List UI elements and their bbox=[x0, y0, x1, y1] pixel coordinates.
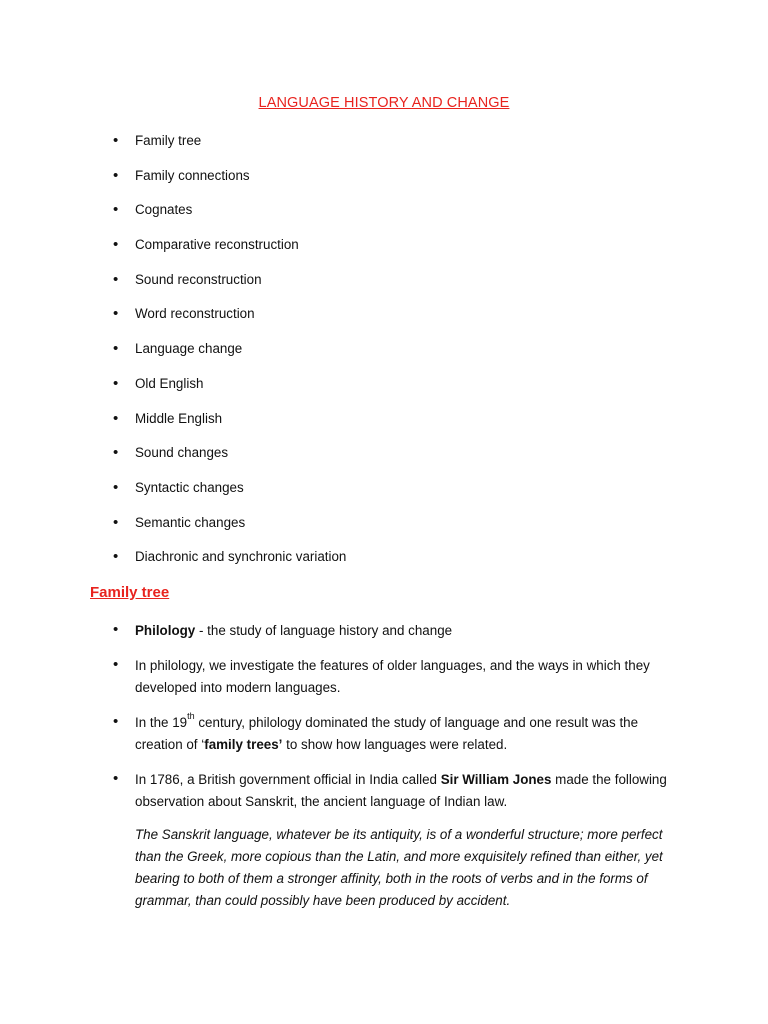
detail-text bbox=[135, 712, 675, 757]
bullet-icon: • bbox=[113, 409, 119, 427]
topic-label: Family connections bbox=[135, 167, 250, 183]
detail-list bbox=[0, 620, 768, 814]
bullet-icon: • bbox=[113, 166, 119, 184]
topic-item bbox=[0, 547, 768, 582]
bullet-icon: • bbox=[113, 132, 119, 149]
topic-label: Syntactic changes bbox=[135, 479, 244, 495]
topic-label: Diachronic and synchronic variation bbox=[135, 549, 347, 565]
bullet-icon: • bbox=[113, 201, 119, 219]
bullet-icon: • bbox=[113, 270, 119, 288]
bullet-icon: • bbox=[113, 548, 119, 566]
topic-label: Middle English bbox=[135, 410, 223, 426]
topic-label: Sound changes bbox=[135, 445, 229, 461]
topic-item bbox=[0, 443, 768, 478]
detail-text bbox=[135, 620, 675, 643]
topic-label: Semantic changes bbox=[135, 514, 246, 530]
bullet-icon: • bbox=[113, 712, 119, 730]
topic-item bbox=[0, 339, 768, 374]
topic-label: Family tree bbox=[135, 133, 202, 148]
topic-item bbox=[0, 235, 768, 270]
text-fragment: made the following observation about Sanskrit, the ancient language of Indian law. bbox=[135, 771, 667, 809]
bullet-icon: • bbox=[113, 340, 119, 358]
detail-item-investigation bbox=[0, 655, 768, 700]
bullet-icon: • bbox=[113, 769, 119, 787]
document-title: LANGUAGE HISTORY AND CHANGE bbox=[258, 95, 510, 111]
ordinal-superscript: th bbox=[187, 711, 195, 722]
william-jones-name: Sir William Jones bbox=[440, 771, 552, 787]
text-fragment: In 1786, a British government official in India called bbox=[135, 771, 441, 787]
section-heading-family-tree: Family tree bbox=[90, 584, 170, 601]
sanskrit-quote: The Sanskrit language, whatever be its antiquity, is of a wonderful structure; more perfect than the Greek, more copious than the Latin, and more exquisitely refined than either, yet bearing to both of them a stronger affinity, both in the roots of verbs and in the forms of grammar, than could possibly have been produced by accident. bbox=[135, 827, 663, 908]
philology-term: Philology bbox=[135, 623, 196, 638]
topic-item bbox=[0, 200, 768, 235]
bullet-icon: • bbox=[113, 374, 119, 392]
topic-label: Word reconstruction bbox=[135, 306, 255, 322]
topic-item bbox=[0, 513, 768, 548]
topic-label: Language change bbox=[135, 341, 243, 357]
bullet-icon: • bbox=[113, 621, 119, 638]
detail-text bbox=[135, 769, 675, 814]
topic-item bbox=[0, 131, 768, 166]
text-fragment: to show how languages were related. bbox=[282, 737, 508, 752]
topic-item bbox=[0, 374, 768, 409]
detail-item-william-jones bbox=[0, 769, 768, 814]
bullet-icon: • bbox=[113, 236, 119, 254]
bullet-icon: • bbox=[113, 655, 119, 673]
topic-item bbox=[0, 270, 768, 305]
detail-item-family-trees bbox=[0, 712, 768, 757]
topic-item bbox=[0, 478, 768, 513]
text-fragment: In the 19 bbox=[135, 714, 188, 730]
bullet-icon: • bbox=[113, 513, 119, 531]
detail-text: In philology, we investigate the features of older languages, and the ways in which they developed into modern languages. bbox=[135, 657, 650, 695]
bullet-icon: • bbox=[113, 444, 119, 462]
detail-item-philology bbox=[0, 620, 768, 643]
topic-item bbox=[0, 409, 768, 444]
bullet-icon: • bbox=[113, 478, 119, 496]
text-fragment: century, philology dominated the study of language and one result was the creation of ‘ bbox=[135, 714, 639, 752]
bullet-icon: • bbox=[113, 305, 119, 323]
topic-item bbox=[0, 304, 768, 339]
topic-label: Cognates bbox=[135, 202, 193, 218]
philology-definition: - the study of language history and change bbox=[195, 623, 453, 638]
topic-label: Old English bbox=[135, 375, 204, 391]
topic-label: Comparative reconstruction bbox=[135, 237, 299, 253]
family-trees-term: family trees’ bbox=[204, 737, 283, 752]
topic-label: Sound reconstruction bbox=[135, 271, 262, 287]
topic-item bbox=[0, 166, 768, 201]
topic-list bbox=[0, 131, 768, 582]
